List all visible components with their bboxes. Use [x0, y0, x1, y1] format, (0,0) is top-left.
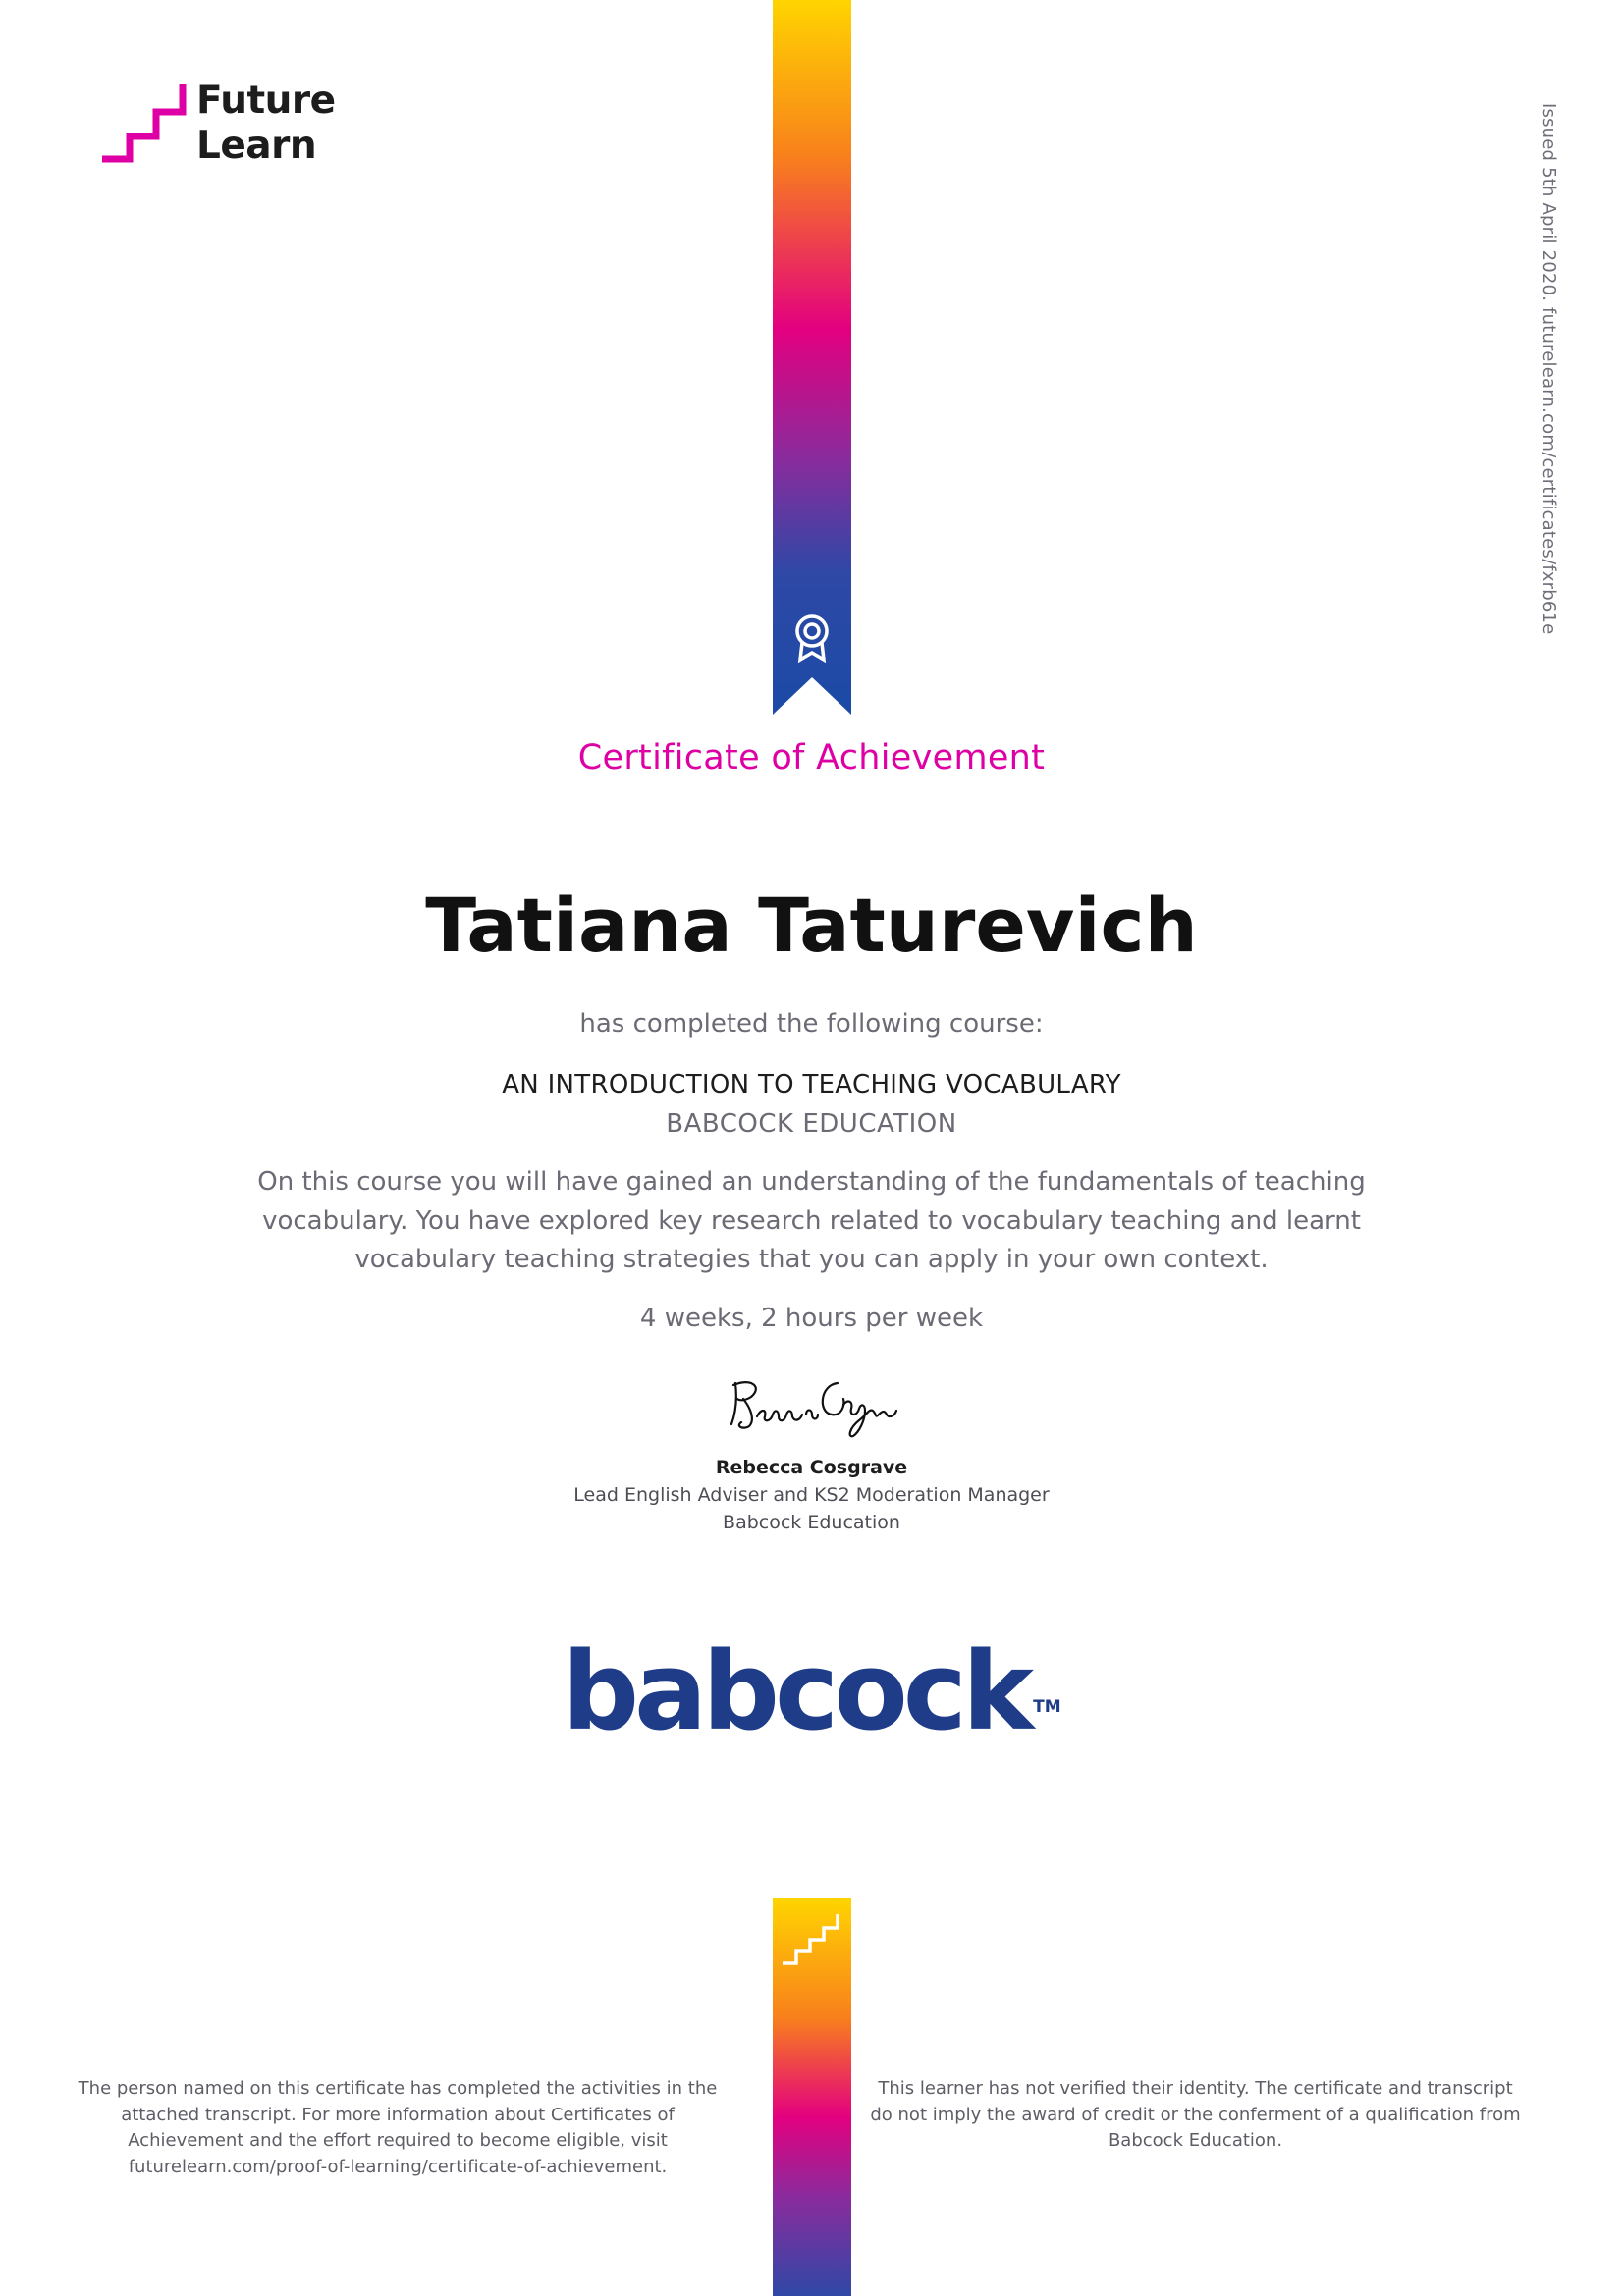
futurelearn-wordmark	[196, 79, 336, 169]
signatory-role: Lead English Adviser and KS2 Moderation Manager	[573, 1484, 1050, 1506]
logo-text-line2: Learn	[196, 124, 317, 168]
footer-verification-note: This learner has not verified their identity. The certificate and transcript do not imply the award of credit or the conferment of a qualification from Babcock Education.	[870, 2078, 1521, 2151]
certificate-title: Certificate of Achievement	[577, 738, 1046, 777]
course-name: AN INTRODUCTION TO TEACHING VOCABULARY	[502, 1070, 1121, 1099]
course-provider: BABCOCK EDUCATION	[666, 1109, 957, 1139]
trademark-symbol: TM	[1033, 1697, 1061, 1717]
babcock-wordmark: babcock	[562, 1629, 1030, 1754]
signature-image	[722, 1369, 908, 1443]
futurelearn-logo	[100, 80, 355, 169]
learner-name: Tatiana Taturevich	[425, 881, 1198, 969]
course-duration: 4 weeks, 2 hours per week	[639, 1304, 984, 1333]
bottom-ribbon	[773, 1898, 851, 2296]
logo-text-line1: Future	[196, 79, 336, 123]
staircase-icon	[100, 80, 190, 165]
course-description: On this course you will have gained an understanding of the fundamentals of teaching vocabulary. You have explored key research related to vocabulary teaching and learnt vocabulary teaching strategies that you can apply in your own context.	[257, 1167, 1366, 1274]
babcock-logo	[0, 1628, 1623, 1755]
footer-eligibility-note: The person named on this certificate has completed the activities in the attached transcript. For more information about Certificates of Achievement and the effort required to become eligible, visit futurelearn.com/proof-of-learning/certificate-of-achievement.	[78, 2078, 718, 2177]
signatory-name: Rebecca Cosgrave	[715, 1457, 908, 1478]
signatory-organisation: Babcock Education	[723, 1512, 900, 1533]
completion-statement: has completed the following course:	[579, 1009, 1044, 1039]
top-ribbon	[773, 0, 851, 715]
issued-info: Issued 5th April 2020. futurelearn.com/certificates/fxrb61e	[1539, 103, 1559, 635]
